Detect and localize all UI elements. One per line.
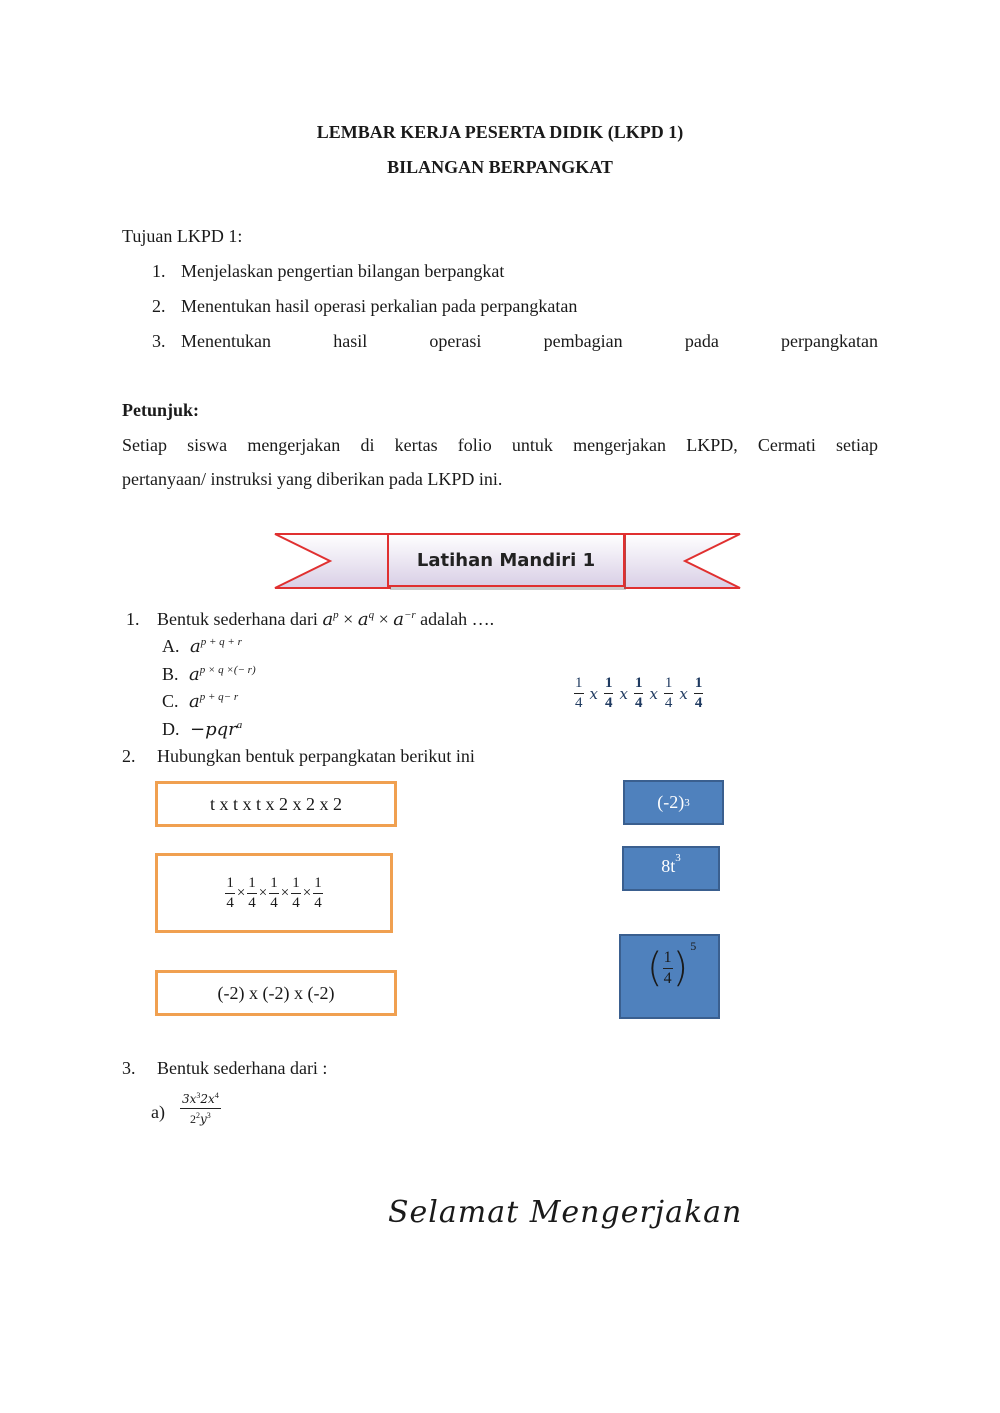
match-right-label: 8t <box>661 856 676 876</box>
tujuan-item-text <box>181 331 878 352</box>
fraction: $\frac{1}{4}$ <box>270 874 278 911</box>
match-right-exp: 3 <box>684 796 690 809</box>
q2-text: Hubungkan bentuk perpangkatan berikut ini <box>157 746 475 766</box>
q1-exp: q <box>368 609 375 621</box>
q1-option-d <box>162 719 242 740</box>
q3-part-a-label: a) <box>151 1102 165 1122</box>
option-letter: B. <box>162 664 179 684</box>
tujuan-item-num: 1. <box>152 261 166 281</box>
banner-label: Latihan Mandiri 1 <box>416 550 596 571</box>
option-letter: C. <box>162 691 179 711</box>
word: perpangkatan <box>781 331 878 351</box>
q1-option-a <box>162 636 242 657</box>
paren-close: ) <box>672 945 689 991</box>
fraction: $\frac{1}{4}$ <box>226 874 234 911</box>
match-right-exp: 3 <box>675 852 681 864</box>
tujuan-heading: Tujuan LKPD 1: <box>122 226 243 246</box>
match-right-exp: 5 <box>690 938 697 953</box>
algebraic-fraction <box>180 1092 221 1125</box>
fraction: $\frac{1}{4}$ <box>634 675 643 711</box>
paren-open: ( <box>647 945 663 991</box>
fraction: $\frac{1}{4}$ <box>664 675 673 711</box>
option-base: a <box>190 636 201 657</box>
option-base: a <box>189 691 200 712</box>
closing-text: Selamat Mengerjakan <box>388 1195 743 1230</box>
q3-number: 3. <box>122 1058 136 1078</box>
fraction-product <box>225 876 322 911</box>
word: pada <box>684 331 719 351</box>
multiply-sign: × <box>258 884 268 901</box>
match-left-label: t x t x t x 2 x 2 x 2 <box>209 793 342 814</box>
q1-exp: p <box>333 609 339 621</box>
match-left-box-2[interactable] <box>155 853 393 933</box>
match-left-box-1[interactable] <box>155 781 397 827</box>
word: hasil <box>333 331 368 351</box>
multiply-sign: x <box>649 684 658 703</box>
multiply-sign: x <box>679 684 688 703</box>
word: pembagian <box>543 331 623 351</box>
numerator: $3x^32x^4$ <box>180 1092 221 1109</box>
tujuan-item-1 <box>152 261 505 282</box>
q2-number: 2. <box>122 746 136 766</box>
tujuan-item-text: Menentukan hasil operasi perkalian pada perpangkatan <box>181 296 578 316</box>
tujuan-item-num: 2. <box>152 296 166 316</box>
option-letter: A. <box>162 636 180 656</box>
match-right-box-1[interactable] <box>623 780 724 825</box>
q3-text: Bentuk sederhana dari : <box>157 1058 328 1078</box>
q1-option-c <box>162 691 238 712</box>
match-left-box-3[interactable] <box>155 970 397 1016</box>
match-right-box-2[interactable] <box>622 846 720 891</box>
times-sign: × <box>343 609 354 629</box>
q1-base: a <box>393 609 404 630</box>
q1-number: 1. <box>126 609 140 629</box>
match-left-label: (-2) x (-2) x (-2) <box>217 982 335 1003</box>
petunjuk-line-1: Setiap siswa mengerjakan di kertas folio untuk mengerjakan LKPD, Cermati setiap <box>122 435 878 455</box>
fraction: $\frac{1}{4}$ <box>292 874 300 911</box>
q2-stem <box>122 746 475 767</box>
fraction: $\frac{1}{4}$ <box>575 675 583 711</box>
denominator: $2^2y^3$ <box>190 1111 211 1126</box>
q3-fraction <box>180 1092 221 1125</box>
page-subtitle: BILANGAN BERPANGKAT <box>387 157 613 177</box>
option-base: a <box>189 664 200 685</box>
word: Menentukan <box>181 331 271 351</box>
multiply-sign: × <box>302 884 312 901</box>
fraction: $\frac{1}{4}$ <box>314 874 322 911</box>
q3-stem <box>122 1058 328 1079</box>
option-exp: p + q + r <box>200 636 242 648</box>
match-right-label: (-2) <box>657 792 685 812</box>
q1-base: a <box>322 609 334 630</box>
multiply-sign: × <box>280 884 290 901</box>
tujuan-item-text: Menjelaskan pengertian bilangan berpangkat <box>181 261 505 281</box>
tujuan-item-num: 3. <box>152 331 166 351</box>
q1-text <box>157 609 494 630</box>
q1-option-b <box>162 664 256 685</box>
tujuan-item-2 <box>152 296 578 317</box>
petunjuk-line-2: pertanyaan/ instruksi yang diberikan pada LKPD ini. <box>122 469 503 489</box>
q1-suffix: adalah …. <box>420 609 495 629</box>
option-letter: D. <box>162 719 180 739</box>
bracketed-fraction <box>647 938 697 991</box>
word: operasi <box>429 331 482 351</box>
tujuan-item-3 <box>152 331 878 352</box>
multiply-sign: × <box>236 884 246 901</box>
multiply-sign: x <box>619 684 628 703</box>
option-exp: a <box>236 719 243 731</box>
option-base: −pqr <box>190 719 237 740</box>
q1-exp: −r <box>403 609 416 621</box>
match-right-box-3[interactable] <box>619 934 720 1019</box>
fraction: $\frac{1}{4}$ <box>248 874 256 911</box>
fraction: $\frac{1}{4}$ <box>694 675 703 711</box>
times-sign: × <box>378 609 389 629</box>
petunjuk-heading: Petunjuk: <box>122 400 200 420</box>
multiply-sign: x <box>589 684 598 703</box>
option-exp: p × q ×(− r) <box>199 664 256 676</box>
fraction: $\frac{1}{4}$ <box>663 948 672 987</box>
page-title: LEMBAR KERJA PESERTA DIDIK (LKPD 1) <box>316 122 684 142</box>
q1-base: a <box>357 609 369 630</box>
option-exp: p + q− r <box>199 691 239 703</box>
fraction: $\frac{1}{4}$ <box>604 675 613 711</box>
fraction-product-row <box>574 676 703 711</box>
q1-prefix: Bentuk sederhana dari <box>157 609 318 629</box>
q1-stem <box>126 609 495 630</box>
